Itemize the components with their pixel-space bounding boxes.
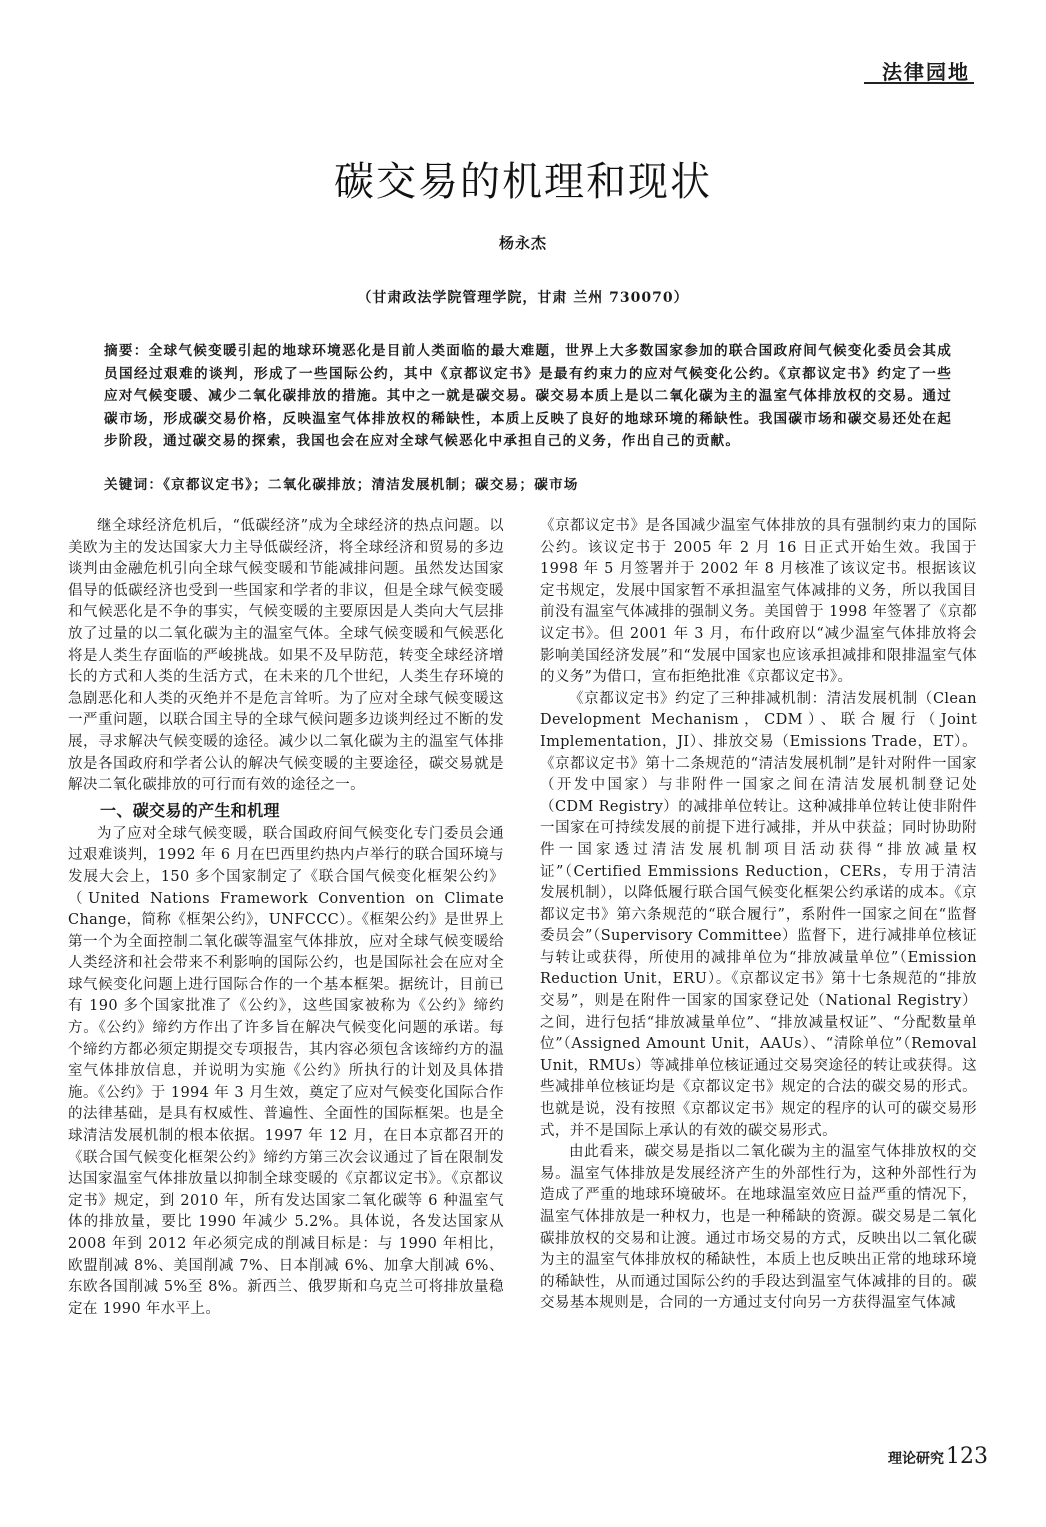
right-column bbox=[540, 516, 977, 1315]
journal-name: 理论研究 bbox=[888, 1451, 944, 1467]
body-paragraph: 为了应对全球气候变暖，联合国政府间气候变化专门委员会通过艰难谈判，1992 年 6 月在巴西里约热内卢举行的联合国环境与发展大会上，150 多个国家制定了《联合国气候变化框架公约》（United Nations Framework Convention on Climate Change，简称《框架公约》，UNFCCC）。《框架公约》是世界上第一个为全面控制二氧化碳等温室气体排放，应对全球气候变暖给人类经济和社会带来不利影响的国际公约，也是国际社会在应对全球气候变化问题上进行国际合作的一个基本框架。据统计，目前已有 190 多个国家批准了《公约》，这些国家被称为《公约》缔约方。《公约》缔约方作出了许多旨在解决气候变化问题的承诺。每个缔约方都必须定期提交专项报告，其内容必须包含该缔约方的温室气体排放信息，并说明为实施《公约》所执行的计划及具体措施。《公约》于 1994 年 3 月生效，奠定了应对气候变化国际合作的法律基础，是具有权威性、普遍性、全面性的国际框架。也是全球清洁发展机制的根本依据。1997 年 12 月，在日本京都召开的《联合国气候变化框架公约》缔约方第三次会议通过了旨在限制发达国家温室气体排放量以抑制全球变暖的《京都议定书》。《京都议定书》规定，到 2010 年，所有发达国家二氧化碳等 6 种温室气体的排放量，要比 1990 年减少 5.2%。具体说，各发达国家从 2008 年到 2012 年必须完成的削减目标是：与 1990 年相比，欧盟削减 8%、美国削减 7%、日本削减 6%、加拿大削减 6%、东欧各国削减 5%至 8%。新西兰、俄罗斯和乌克兰可将排放量稳定在 1990 年水平上。 bbox=[68, 825, 504, 1317]
page-number: 123 bbox=[946, 1444, 988, 1469]
abstract-label: 摘要： bbox=[104, 343, 149, 359]
page-footer bbox=[888, 1444, 988, 1469]
section-tag: 法律园地 bbox=[882, 60, 970, 84]
article-author: 杨永杰 bbox=[498, 234, 547, 252]
abstract-text: 全球气候变暖引起的地球环境恶化是目前人类面临的最大难题，世界上大多数国家参加的联合国政府间气候变化委员会其成员国经过艰难的谈判，形成了一些国际公约，其中《京都议定书》是最有约束力的应对气候变化公约。《京都议定书》约定了一些应对气候变暖、减少二氧化碳排放的措施。其中之一就是碳交易。碳交易本质上是以二氧化碳为主的温室气体排放权的交易。通过碳市场，形成碳交易价格，反映温室气体排放权的稀缺性，本质上反映了良好的地球环境的稀缺性。我国碳市场和碳交易还处在起步阶段，通过碳交易的探索，我国也会在应对全球气候恶化中承担自己的义务，作出自己的贡献。 bbox=[104, 343, 952, 450]
left-column bbox=[68, 516, 504, 1320]
abstract bbox=[104, 340, 952, 453]
keywords-text: 《京都议定书》；二氧化碳排放；清洁发展机制；碳交易；碳市场 bbox=[163, 477, 579, 493]
body-paragraph: 继全球经济危机后，“低碳经济”成为全球经济的热点问题。以美欧为主的发达国家大力主导低碳经济，将全球经济和贸易的多边谈判由金融危机引向全球气候变暖和节能减排问题。虽然发达国家倡导的低碳经济也受到一些国家和学者的非议，但是全球气候变暖和气候恶化是不争的事实，气候变暖的主要原因是人类向大气层排放了过量的以二氧化碳为主的温室气体。全球气候变暖和气候恶化将是人类生存面临的严峻挑战。如果不及早防范，转变全球经济增长的方式和人类的生活方式，在未来的几个世纪，人类生存环境的急剧恶化和人类的灭绝并不是危言耸听。为了应对全球气候变暖这一严重问题，以联合国主导的全球气候问题多边谈判经过不断的发展，寻求解决气候变暖的途径。减少以二氧化碳为主的温室气体排放是各国政府和学者公认的解决气候变暖的主要途径，碳交易就是解决二氧化碳排放的可行而有效的途径之一。 bbox=[68, 518, 504, 794]
section-heading: 一、碳交易的产生和机理 bbox=[100, 800, 280, 820]
body-paragraph: 由此看来，碳交易是指以二氧化碳为主的温室气体排放权的交易。温室气体排放是发展经济产生的外部性行为，这种外部性行为造成了严重的地球环境破坏。在地球温室效应日益严重的情况下，温室气体排放是一种权力，也是一种稀缺的资源。碳交易是二氧化碳排放权的交易和让渡。通过市场交易的方式，反映出以二氧化碳为主的温室气体排放权的稀缺性，本质上也反映出正常的地球环境的稀缺性，从而通过国际公约的手段达到温室气体减排的目的。碳交易基本规则是，合同的一方通过支付向另一方获得温室气体减 bbox=[540, 1144, 977, 1312]
keywords bbox=[104, 473, 952, 493]
keywords-label: 关键词： bbox=[104, 477, 164, 493]
body-paragraph: 《京都议定书》约定了三种排减机制：清洁发展机制（Clean Development Mechanism，CDM）、联合履行（Joint Implementation，JI）、排放交易（Emissions Trade，ET）。《京都议定书》第十二条规范的“清洁发展机制”是针对附件一国家（开发中国家）与非附件一国家之间在清洁发展机制登记处（CDM Registry）的减排单位转让。这种减排单位转让使非附件一国家在可持续发展的前提下进行减排，并从中获益；同时协助附件一国家透过清洁发展机制项目活动获得“排放减量权证”（Certified Emmissions Reduction，CERs，专用于清洁发展机制），以降低履行联合国气候变化框架公约承诺的成本。《京都议定书》第六条规范的“联合履行”，系附件一国家之间在“监督委员会”（Supervisory Committee）监督下，进行减排单位核证与转让或获得，所使用的减排单位为“排放减量单位”（Emission Reduction Unit，ERU）。《京都议定书》第十七条规范的“排放交易”，则是在附件一国家的国家登记处（National Registry）之间，进行包括“排放减量单位”、“排放减量权证”、“分配数量单位”（Assigned Amount Unit，AAUs）、“清除单位”（Removal Unit，RMUs）等减排单位核证通过交易突途径的转让或获得。这些减排单位核证均是《京都议定书》规定的合法的碳交易的形式。也就是说，没有按照《京都议定书》规定的程序的认可的碳交易形式，并不是国际上承认的有效的碳交易形式。 bbox=[540, 690, 977, 1139]
body-paragraph: 《京都议定书》是各国减少温室气体排放的具有强制约束力的国际公约。该议定书于 2005 年 2 月 16 日正式开始生效。我国于 1998 年 5 月签署并于 2002 年 8 月核准了该议定书。根据该议定书规定，发展中国家暂不承担温室气体减排的义务，所以我国目前没有温室气体减排的强制义务。美国曾于 1998 年签署了《京都议定书》。但 2001 年 3 月，布什政府以“减少温室气体排放将会影响美国经济发展”和“发展中国家也应该承担减排和限排温室气体的义务”为借口，宣布拒绝批准《京都议定书》。 bbox=[540, 518, 977, 686]
article-title: 碳交易的机理和现状 bbox=[334, 159, 712, 205]
author-affiliation: （甘肃政法学院管理学院，甘肃 兰州 730070） bbox=[357, 290, 689, 306]
